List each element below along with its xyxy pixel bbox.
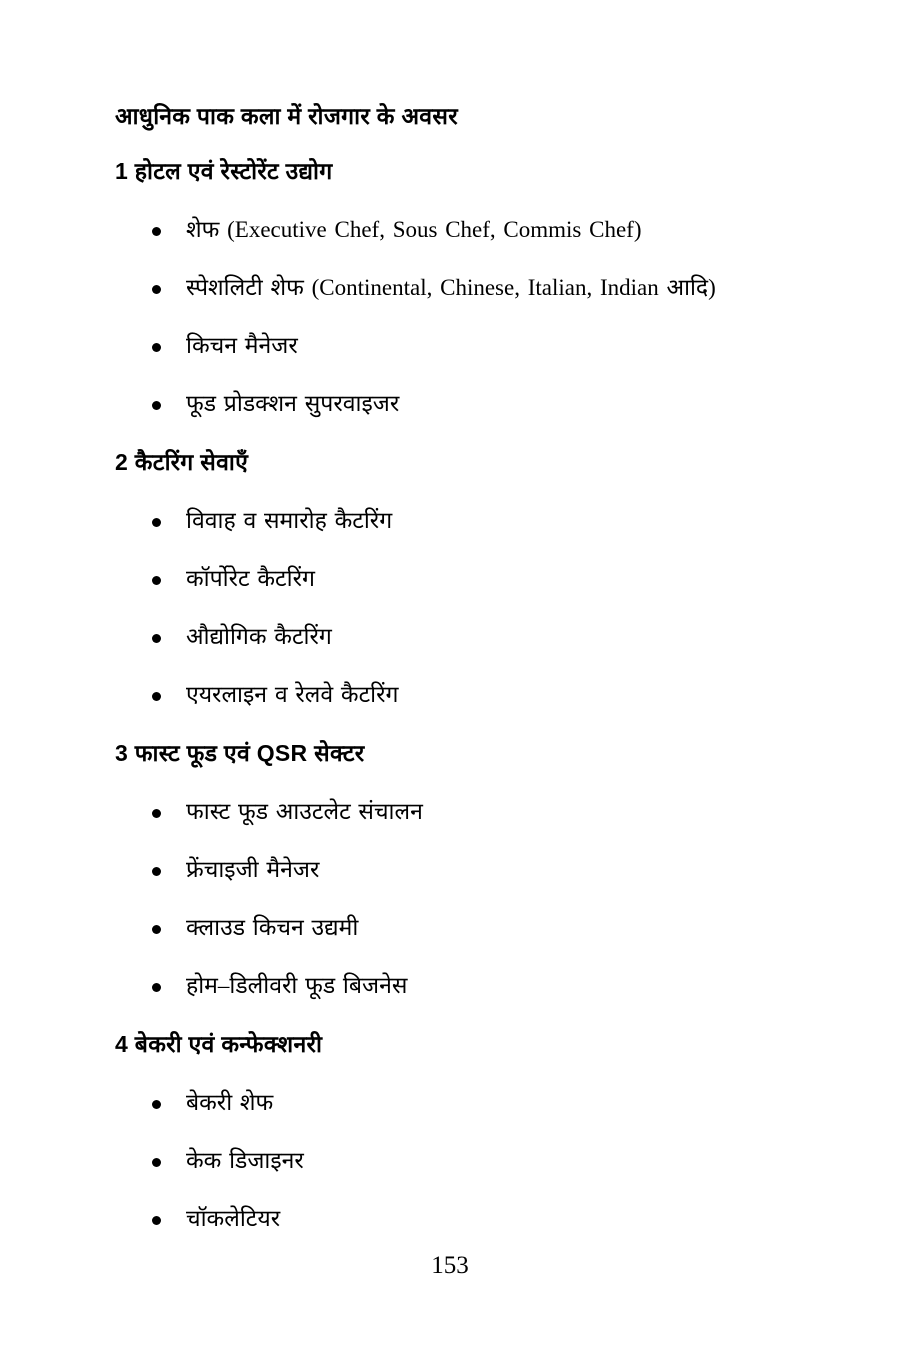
bullet-icon bbox=[152, 343, 161, 352]
list-item-text: फूड प्रोडक्शन सुपरवाइजर bbox=[186, 391, 400, 416]
list-item-text: स्पेशलिटी शेफ (Continental, Chinese, Italian, Indian आदि) bbox=[186, 275, 716, 300]
list-item-text: औद्योगिक कैटरिंग bbox=[186, 624, 332, 649]
bullet-icon bbox=[152, 401, 161, 410]
list-item bbox=[115, 1090, 810, 1116]
list-item bbox=[115, 1206, 810, 1232]
list-item bbox=[115, 391, 810, 417]
section-heading: 1 होटल एवं रेस्टोरेंट उद्योग bbox=[115, 158, 333, 184]
bullet-icon bbox=[152, 809, 161, 818]
section-catering bbox=[115, 449, 810, 708]
bullet-icon bbox=[152, 692, 161, 701]
list-item bbox=[115, 624, 810, 650]
section-fast-food-qsr bbox=[115, 740, 810, 999]
list-item bbox=[115, 566, 810, 592]
list-item bbox=[115, 217, 810, 243]
list-item-text: केक डिजाइनर bbox=[186, 1148, 304, 1173]
section-hotel-restaurant bbox=[115, 158, 810, 417]
list-item bbox=[115, 1148, 810, 1174]
list-item bbox=[115, 682, 810, 708]
list-item bbox=[115, 915, 810, 941]
document-content bbox=[115, 103, 810, 1264]
bullet-icon bbox=[152, 634, 161, 643]
bullet-icon bbox=[152, 227, 161, 236]
bullet-icon bbox=[152, 1216, 161, 1225]
bullet-icon bbox=[152, 867, 161, 876]
bullet-icon bbox=[152, 983, 161, 992]
bullet-icon bbox=[152, 1158, 161, 1167]
bullet-icon bbox=[152, 518, 161, 527]
section-bakery-confectionery bbox=[115, 1031, 810, 1232]
page-title: आधुनिक पाक कला में रोजगार के अवसर bbox=[115, 103, 458, 129]
list-item bbox=[115, 857, 810, 883]
list-item-text: एयरलाइन व रेलवे कैटरिंग bbox=[186, 682, 399, 707]
list-item bbox=[115, 508, 810, 534]
bullet-icon bbox=[152, 1100, 161, 1109]
list-item-text: होम–डिलीवरी फूड बिजनेस bbox=[186, 973, 408, 998]
bullet-icon bbox=[152, 285, 161, 294]
list-item bbox=[115, 333, 810, 359]
bullet-icon bbox=[152, 576, 161, 585]
list-item-text: चॉकलेटियर bbox=[186, 1206, 281, 1231]
list-item-text: किचन मैनेजर bbox=[186, 333, 298, 358]
list-item-text: बेकरी शेफ bbox=[186, 1090, 274, 1115]
list-item-text: कॉर्पोरेट कैटरिंग bbox=[186, 566, 315, 591]
list-item-text: शेफ (Executive Chef, Sous Chef, Commis Chef) bbox=[186, 217, 642, 242]
list-item-text: फास्ट फूड आउटलेट संचालन bbox=[186, 799, 423, 824]
list-item-text: क्लाउड किचन उद्यमी bbox=[186, 915, 359, 940]
section-heading: 4 बेकरी एवं कन्फेक्शनरी bbox=[115, 1031, 323, 1057]
list-item bbox=[115, 275, 810, 301]
list-item-text: विवाह व समारोह कैटरिंग bbox=[186, 508, 393, 533]
list-item bbox=[115, 799, 810, 825]
list-item bbox=[115, 973, 810, 999]
section-heading: 3 फास्ट फूड एवं QSR सेक्टर bbox=[115, 740, 365, 766]
section-heading: 2 कैटरिंग सेवाएँ bbox=[115, 449, 249, 475]
list-item-text: फ्रेंचाइजी मैनेजर bbox=[186, 857, 320, 882]
page-number: 153 bbox=[431, 1252, 469, 1279]
bullet-icon bbox=[152, 925, 161, 934]
